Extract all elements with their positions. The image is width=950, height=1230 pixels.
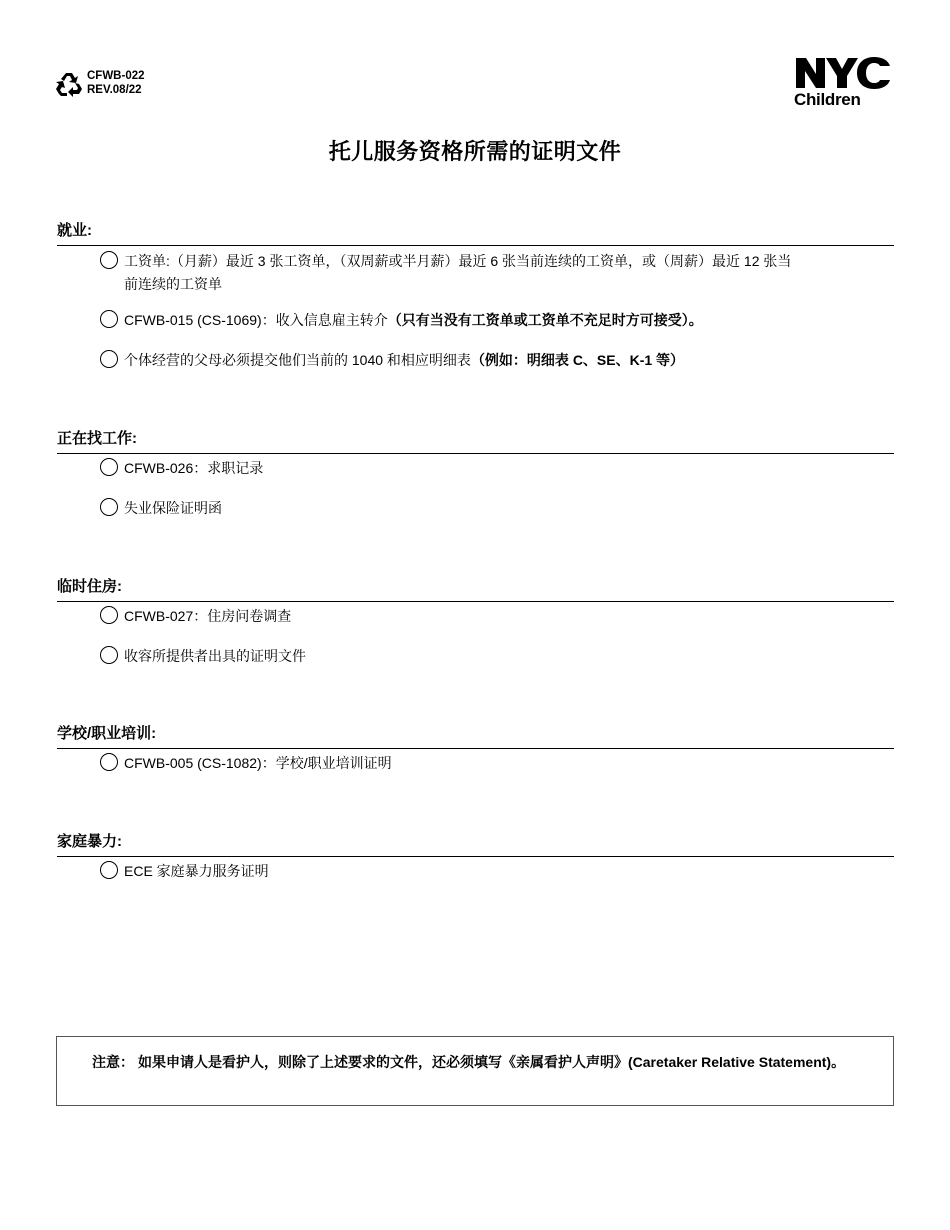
item-text: ECE 家庭暴力服务证明 [124,863,269,879]
logo-subtitle: Children [794,90,861,109]
item-text: CFWB-026：求职记录 [124,460,264,476]
item-note: （只有当没有工资单或工资单不充足时方可接受）。 [387,312,703,328]
item-text: 个体经营的父母必须提交他们当前的 1040 和相应明细表 [124,352,471,368]
checkbox-circle[interactable] [100,498,118,516]
checkbox-circle[interactable] [100,646,118,664]
form-code [87,69,145,97]
checkbox-item[interactable] [100,645,880,668]
checkbox-item[interactable] [100,309,880,332]
nyc-children-logo [794,56,892,108]
item-note: （例如：明细表 C、SE、K-1 等） [470,352,685,368]
checkbox-item[interactable] [100,349,880,372]
checkbox-item[interactable] [100,457,880,480]
item-text: 失业保险证明函 [124,500,222,516]
note-box [56,1036,894,1106]
checkbox-circle[interactable] [100,310,118,328]
page-title: 托儿服务资格所需的证明文件 [328,139,622,164]
section-heading-employment: 就业: [57,221,894,246]
section-heading-school-training: 学校/职业培训: [57,724,894,749]
item-text: CFWB-005 (CS-1082)：学校/职业培训证明 [124,755,392,771]
form-revision: REV.08/22 [87,84,142,96]
checkbox-item[interactable] [100,497,880,520]
note-text: 如果申请人是看护人，则除了上述要求的文件，还必须填写《亲属看护人声明》(Caretaker Relative Statement)。 [138,1054,846,1070]
checkbox-circle[interactable] [100,753,118,771]
item-text: CFWB-015 (CS-1069)：收入信息雇主转介 [124,312,388,328]
checkbox-item[interactable] [100,250,880,296]
item-text: 收容所提供者出具的证明文件 [124,648,306,664]
section-heading-domestic-violence: 家庭暴力: [57,832,894,857]
item-text: CFWB-027：住房问卷调查 [124,608,292,624]
checkbox-item[interactable] [100,752,880,775]
checkbox-circle[interactable] [100,458,118,476]
checkbox-circle[interactable] [100,606,118,624]
recycle-icon [55,70,83,98]
note-label: 注意： [92,1054,134,1070]
form-id: CFWB-022 [87,70,145,82]
nyc-logo-icon [794,56,892,90]
item-text: 工资单:（月薪）最近 3 张工资单，（双周薪或半月薪）最近 6 张当前连续的工资单，或（周薪）最近 12 张当前连续的工资单 [124,253,792,292]
checkbox-circle[interactable] [100,251,118,269]
section-heading-seeking-work: 正在找工作: [57,429,894,454]
checkbox-item[interactable] [100,605,880,628]
section-heading-temporary-housing: 临时住房: [57,577,894,602]
checkbox-circle[interactable] [100,861,118,879]
checkbox-item[interactable] [100,860,880,883]
checkbox-circle[interactable] [100,350,118,368]
